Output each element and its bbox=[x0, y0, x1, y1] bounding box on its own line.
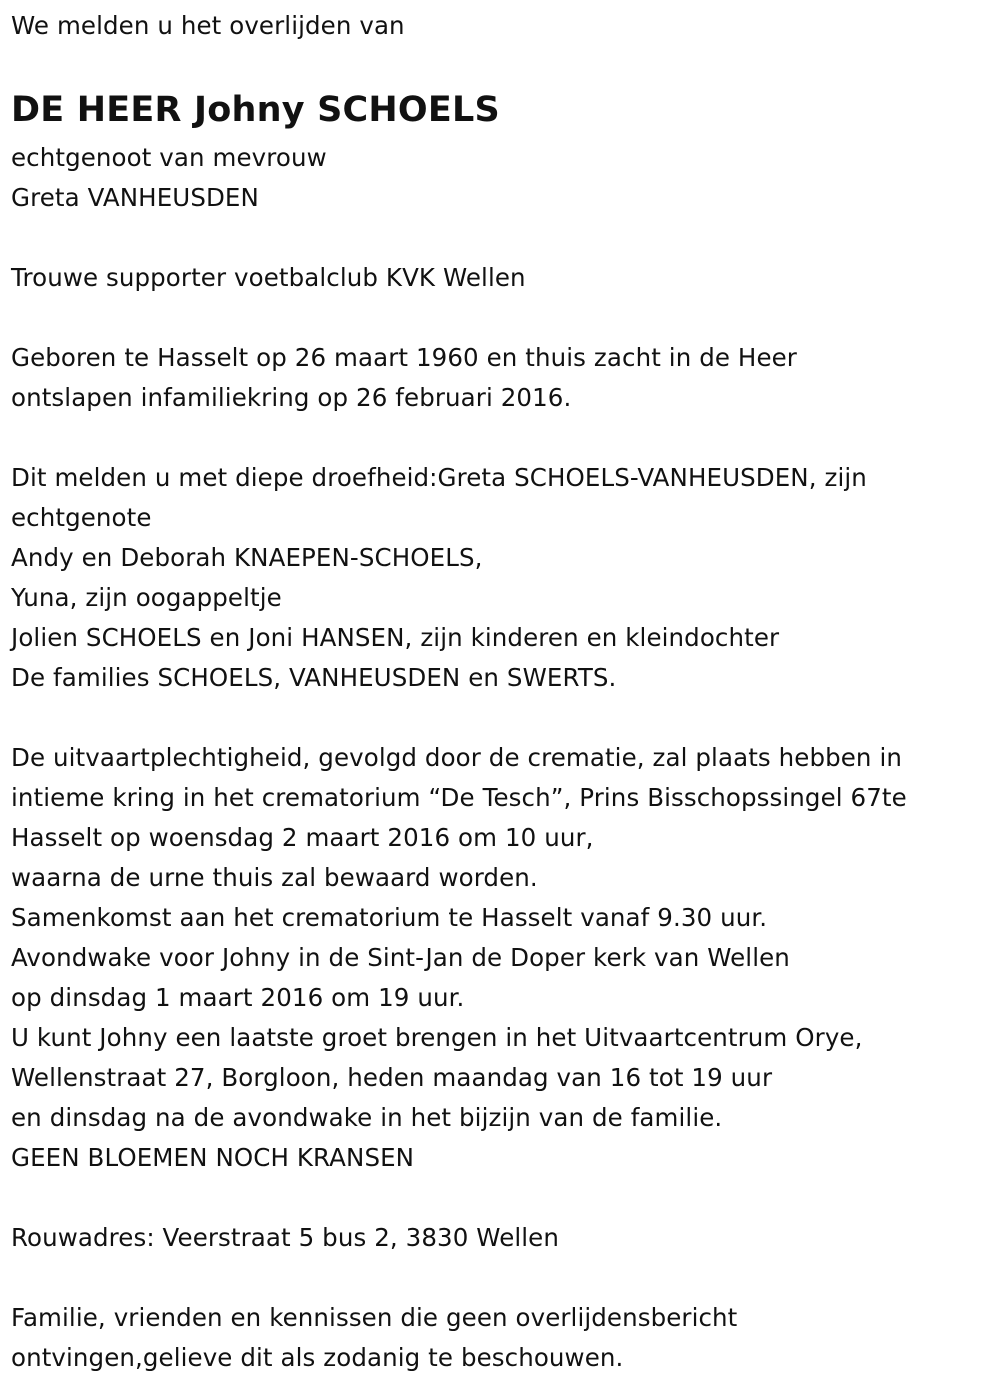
mourner-line: Yuna, zijn oogappeltje bbox=[11, 583, 282, 612]
ceremony-section bbox=[11, 738, 991, 1178]
ceremony-line: en dinsdag na de avondwake in het bijzijn van de familie. bbox=[11, 1103, 723, 1132]
spouse-line: Greta VANHEUSDEN bbox=[11, 183, 259, 212]
supporter-line: Trouwe supporter voetbalclub KVK Wellen bbox=[11, 263, 526, 292]
ceremony-line: U kunt Johny een laatste groet brengen in het Uitvaartcentrum Orye, bbox=[11, 1023, 863, 1052]
closing-line: ontvingen,gelieve dit als zodanig te beschouwen. bbox=[11, 1343, 624, 1372]
ceremony-line: waarna de urne thuis zal bewaard worden. bbox=[11, 863, 538, 892]
ceremony-line: Avondwake voor Johny in de Sint-Jan de Doper kerk van Wellen bbox=[11, 943, 790, 972]
birth-section bbox=[11, 338, 991, 418]
spouse-line: echtgenoot van mevrouw bbox=[11, 143, 327, 172]
ceremony-line: Hasselt op woensdag 2 maart 2016 om 10 uur, bbox=[11, 823, 594, 852]
spacer bbox=[11, 698, 991, 738]
closing-line: Familie, vrienden en kennissen die geen overlijdensbericht bbox=[11, 1303, 738, 1332]
closing-section bbox=[11, 1298, 991, 1378]
mourner-line: Andy en Deborah KNAEPEN-SCHOELS, bbox=[11, 543, 483, 572]
mourner-line: Dit melden u met diepe droefheid:Greta SCHOELS-VANHEUSDEN, zijn bbox=[11, 463, 867, 492]
obituary-document bbox=[11, 0, 991, 1378]
mourners-section bbox=[11, 458, 991, 698]
deceased-name-heading: DE HEER Johny SCHOELS bbox=[11, 90, 500, 130]
ceremony-line: intieme kring in het crematorium “De Tesch”, Prins Bisschopssingel 67te bbox=[11, 783, 907, 812]
spacer bbox=[11, 218, 991, 258]
no-flowers-line: GEEN BLOEMEN NOCH KRANSEN bbox=[11, 1143, 415, 1172]
birth-line: Geboren te Hasselt op 26 maart 1960 en thuis zacht in de Heer bbox=[11, 343, 797, 372]
spacer bbox=[11, 298, 991, 338]
spacer bbox=[11, 1258, 991, 1298]
intro-text: We melden u het overlijden van bbox=[11, 11, 405, 40]
ceremony-line: Samenkomst aan het crematorium te Hasselt vanaf 9.30 uur. bbox=[11, 903, 768, 932]
mourning-address: Rouwadres: Veerstraat 5 bus 2, 3830 Wellen bbox=[11, 1223, 559, 1252]
ceremony-line: De uitvaartplechtigheid, gevolgd door de crematie, zal plaats hebben in bbox=[11, 743, 902, 772]
spouse-section bbox=[11, 138, 991, 218]
spacer bbox=[11, 418, 991, 458]
birth-line: ontslapen infamiliekring op 26 februari 2016. bbox=[11, 383, 572, 412]
ceremony-line: op dinsdag 1 maart 2016 om 19 uur. bbox=[11, 983, 465, 1012]
ceremony-line: Wellenstraat 27, Borgloon, heden maandag van 16 tot 19 uur bbox=[11, 1063, 773, 1092]
mourner-line: echtgenote bbox=[11, 503, 152, 532]
mourner-line: Jolien SCHOELS en Joni HANSEN, zijn kinderen en kleindochter bbox=[11, 623, 780, 652]
mourner-line: De families SCHOELS, VANHEUSDEN en SWERTS. bbox=[11, 663, 617, 692]
spacer bbox=[11, 1178, 991, 1218]
